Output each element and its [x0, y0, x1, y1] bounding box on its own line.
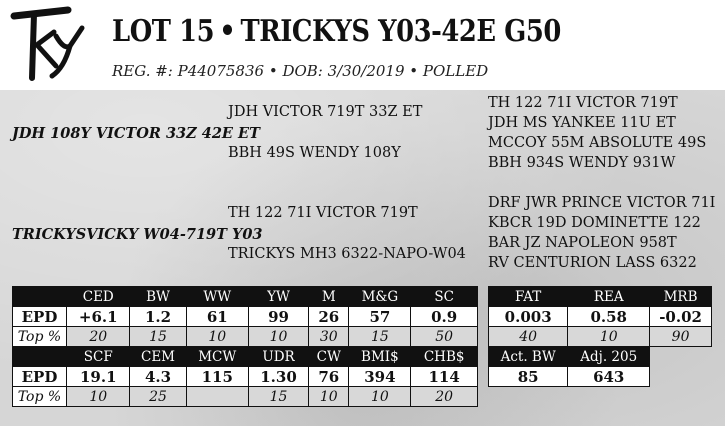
header-rea: REA — [568, 287, 650, 307]
epd-rea: 0.58 — [568, 307, 650, 327]
top-chb: 20 — [411, 387, 478, 407]
header-bmi: BMI$ — [349, 347, 411, 367]
top-mg: 15 — [349, 327, 411, 347]
epd-mcw: 115 — [186, 367, 248, 387]
title-bullet: • — [219, 14, 236, 49]
header-mcw: MCW — [186, 347, 248, 367]
epd-header-row-2 — [13, 347, 478, 367]
header-ced: CED — [67, 287, 130, 307]
top-row-label: Top % — [13, 327, 67, 347]
top-m: 30 — [309, 327, 349, 347]
header-bw: BW — [130, 287, 186, 307]
epd-ww: 61 — [186, 307, 248, 327]
top-udr: 15 — [248, 387, 308, 407]
epd-chb: 114 — [411, 367, 478, 387]
pedigree-ss-dam: JDH MS YANKEE 11U ET — [488, 115, 676, 131]
top-row-label-2: Top % — [13, 387, 67, 407]
epd-table-main — [12, 286, 478, 407]
epd-yw: 99 — [248, 307, 308, 327]
epd-row-label-2: EPD — [13, 367, 67, 387]
pedigree-sire: JDH 108Y VICTOR 33Z 42E ET — [12, 125, 260, 142]
lot-header — [0, 0, 725, 90]
epd-fat: 0.003 — [489, 307, 568, 327]
epd-cw: 76 — [309, 367, 349, 387]
top-cw: 10 — [309, 387, 349, 407]
header-udr: UDR — [248, 347, 308, 367]
epd-mrb: -0.02 — [650, 307, 712, 327]
header-sc: SC — [411, 287, 478, 307]
ty-brand-logo-icon — [8, 6, 88, 82]
weights-value-row — [489, 367, 712, 387]
header-act-bw: Act. BW — [489, 347, 568, 367]
header-ww: WW — [186, 287, 248, 307]
lot-title — [112, 14, 561, 49]
top-scf: 10 — [67, 387, 130, 407]
epd-udr: 1.30 — [248, 367, 308, 387]
epd-m: 26 — [309, 307, 349, 327]
header-blank — [13, 287, 67, 307]
header-scf: SCF — [67, 347, 130, 367]
header-chb: CHB$ — [411, 347, 478, 367]
epd-mg: 57 — [349, 307, 411, 327]
header-mrb: MRB — [650, 287, 712, 307]
epd-scf: 19.1 — [67, 367, 130, 387]
pedigree-sire-dam: BBH 49S WENDY 108Y — [228, 145, 401, 161]
pedigree-ds-sire: DRF JWR PRINCE VICTOR 71I — [488, 195, 716, 211]
pedigree-dd-sire: BAR JZ NAPOLEON 958T — [488, 235, 677, 251]
header-yw: YW — [248, 287, 308, 307]
header-cw: CW — [309, 347, 349, 367]
top-ced: 20 — [67, 327, 130, 347]
epd-value-row — [13, 307, 478, 327]
header-weights-blank — [650, 347, 712, 367]
epd-ced: +6.1 — [67, 307, 130, 327]
top-bmi: 10 — [349, 387, 411, 407]
header-m: M — [309, 287, 349, 307]
top-percent-row — [13, 327, 478, 347]
pedigree-ds-dam: KBCR 19D DOMINETTE 122 — [488, 215, 701, 231]
pedigree-dd-dam: RV CENTURION LASS 6322 — [488, 255, 697, 271]
header-cem: CEM — [130, 347, 186, 367]
top-bw: 15 — [130, 327, 186, 347]
pedigree-dam-dam: TRICKYS MH3 6322-NAPO-W04 — [228, 246, 466, 262]
top-mcw — [186, 387, 248, 407]
header-mg: M&G — [349, 287, 411, 307]
animal-name: TRICKYS Y03-42E G50 — [240, 14, 561, 49]
top-rea: 10 — [568, 327, 650, 347]
header-blank-2 — [13, 347, 67, 367]
epd-table-carcass — [488, 286, 712, 387]
carcass-top-row — [489, 327, 712, 347]
top-percent-row-2 — [13, 387, 478, 407]
carcass-header-row — [489, 287, 712, 307]
pedigree-dam: TRICKYSVICKY W04-719T Y03 — [12, 226, 263, 243]
top-fat: 40 — [489, 327, 568, 347]
pedigree-sd-sire: MCCOY 55M ABSOLUTE 49S — [488, 135, 707, 151]
top-mrb: 90 — [650, 327, 712, 347]
epd-row-label: EPD — [13, 307, 67, 327]
lot-number: LOT 15 — [112, 14, 215, 49]
top-cem: 25 — [130, 387, 186, 407]
epd-bw: 1.2 — [130, 307, 186, 327]
weights-header-row — [489, 347, 712, 367]
value-act-bw: 85 — [489, 367, 568, 387]
pedigree-dam-sire: TH 122 71I VICTOR 719T — [228, 205, 418, 221]
header-fat: FAT — [489, 287, 568, 307]
header-adj-205: Adj. 205 — [568, 347, 650, 367]
pedigree-ss-sire: TH 122 71I VICTOR 719T — [488, 95, 678, 111]
top-ww: 10 — [186, 327, 248, 347]
value-weights-blank — [650, 367, 712, 387]
carcass-value-row — [489, 307, 712, 327]
epd-bmi: 394 — [349, 367, 411, 387]
pedigree-sire-sire: JDH VICTOR 719T 33Z ET — [228, 104, 423, 120]
top-sc: 50 — [411, 327, 478, 347]
pedigree-sd-dam: BBH 934S WENDY 931W — [488, 155, 676, 171]
value-adj-205: 643 — [568, 367, 650, 387]
epd-header-row — [13, 287, 478, 307]
epd-value-row-2 — [13, 367, 478, 387]
epd-sc: 0.9 — [411, 307, 478, 327]
epd-cem: 4.3 — [130, 367, 186, 387]
top-yw: 10 — [248, 327, 308, 347]
registration-line: REG. #: P44075836 • DOB: 3/30/2019 • POLLED — [112, 62, 489, 80]
